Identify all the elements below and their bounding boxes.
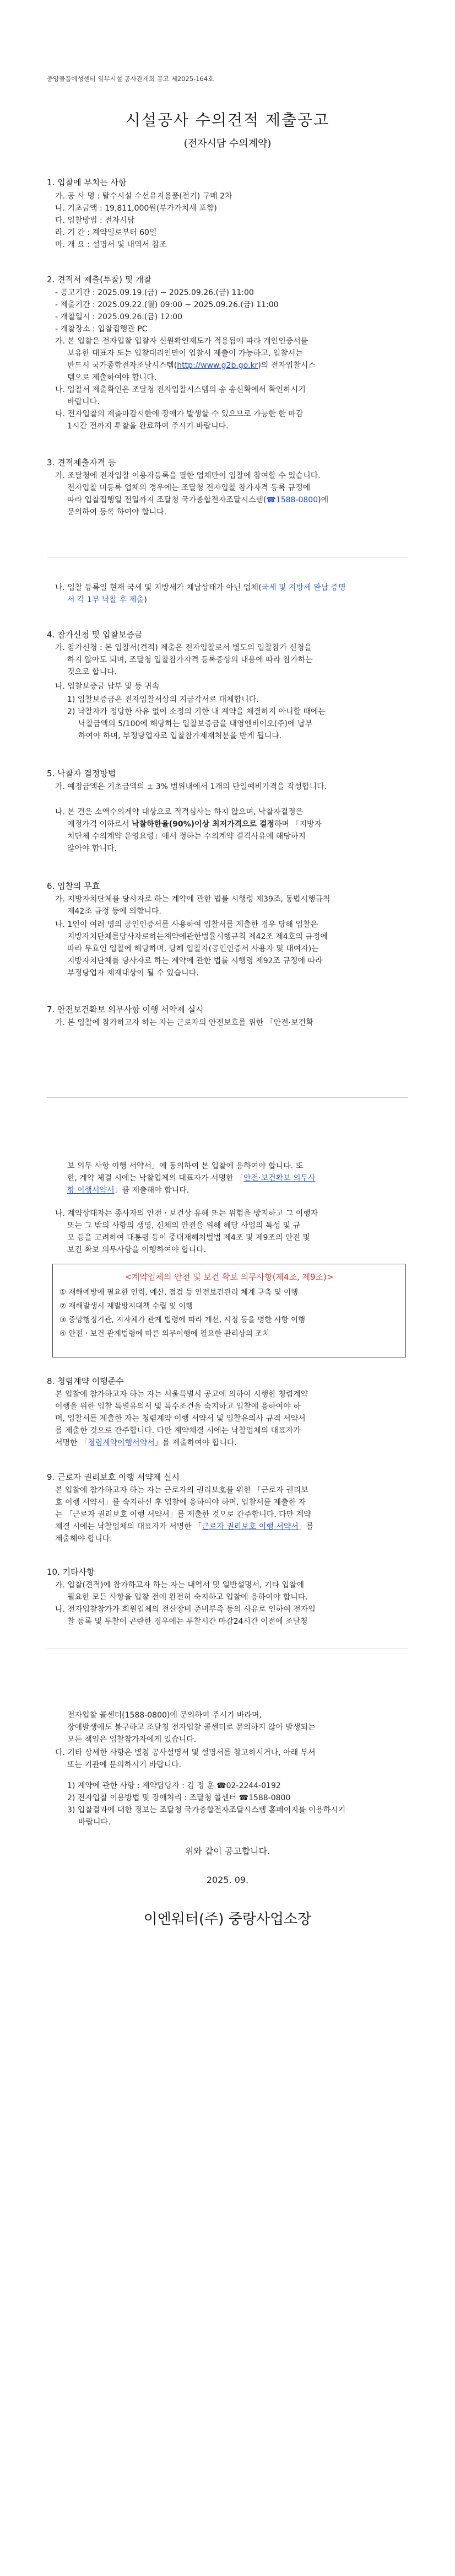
- paragraph-line: 또는 기관에 문의하시기 바랍니다.: [67, 1761, 182, 1769]
- safety-pledge-link-cont[interactable]: 항 이행서약서: [67, 1186, 115, 1195]
- paragraph-line: 가. 예정금액은 기초금액의 ± 3% 범위내에서 1개의 단일예비가격을 작성합니다.: [55, 782, 327, 791]
- paragraph-line: 따라 무효인 입찰에 해당하며, 당해 입찰자(공인인증서 사용자 및 대여자)는: [67, 944, 319, 953]
- paragraph-line: 치단체 수의계약 운영요령」에서 정하는 수의계약 결격사유에 해당하지: [67, 832, 306, 841]
- section-1-item: 마. 개 요 : 설명서 및 내역서 참조: [55, 240, 167, 249]
- section-10-heading: 10. 기타사항: [47, 1567, 95, 1577]
- paragraph-line: 예정가격 이하로서 낙찰하한율(90%)이상 최저가격으로 결정하며 「지방자: [67, 820, 322, 829]
- paragraph-line: 나. 전자입찰참가가 회원업체의 전산장비 준비부족 등의 사유로 인하여 전자입: [55, 1605, 316, 1614]
- call-center-phone: ☎1588-0800: [266, 496, 318, 505]
- paragraph-line: 지방자치단체를당사자로하는계약에관한법률시행규칙 제42조 제4호의 규정에: [67, 932, 328, 941]
- paragraph-line: 않아야 합니다.: [67, 844, 117, 853]
- paragraph-line: 이행을 위한 입찰 특별유의서 및 특수조건을 숙지하고 입찰에 응하여야 하: [55, 1402, 301, 1411]
- section-8-heading: 8. 청렴계약 이행준수: [47, 1376, 124, 1386]
- page-divider: [47, 1097, 408, 1098]
- document-number: 중앙물품에성센터 일부시설 공사관계회 공고 제2025-164호: [47, 75, 214, 83]
- paragraph-line: 가. 입찰(견적)에 참가하고자 하는 자는 내역서 및 일반설명서, 기타 입찰에: [55, 1581, 305, 1590]
- page-title: 시설공사 수의견적 제출공고: [125, 111, 330, 129]
- section-3-heading: 3. 견적제출자격 등: [47, 458, 116, 468]
- paragraph-line: 나. 1인이 여러 명의 공인인증서를 사용하여 입찰서를 제출한 경우 당해 입찰은: [55, 920, 318, 929]
- schedule-item: - 개찰장소 : 입찰집행관 PC: [55, 325, 148, 334]
- paragraph-line: 다. 전자입찰의 제출마감시한에 장애가 발생할 수 있으므로 가능한 한 마감: [55, 410, 304, 418]
- page-subtitle: (전자시담 수의계약): [183, 138, 272, 149]
- paragraph-line: 는 「근로자 권리보호 이행 서약서」를 제출한 것으로 간주합니다. 다만 계약: [55, 1510, 311, 1519]
- paragraph-line: 나. 입찰 등록일 현재 국세 및 지방세가 체납상태가 아닌 업체(국세 및 지방세 완납 증명: [55, 583, 346, 592]
- section-4-heading: 4. 참가신청 및 입찰보증금: [47, 630, 143, 640]
- paragraph-line: 한, 계약 체결 시에는 낙찰업체의 대표자가 서명한 「안전·보건확보 의무사: [67, 1174, 316, 1183]
- tax-certificate-note: 국세 및 지방세 완납 증명: [261, 583, 346, 592]
- closing-statement: 위와 같이 공고합니다.: [185, 1846, 270, 1856]
- schedule-item: - 제출기간 : 2025.09.22.(월) 09:00 ~ 2025.09.26.(금) 11:00: [55, 300, 279, 309]
- paragraph-line: 따라 입찰집행일 전일까지 조달청 국가종합전자조달시스템(☎1588-0800)에: [67, 496, 329, 505]
- box-item: ③ 중앙행정기관, 지자체가 관계 법령에 따라 개선, 시정 등을 명한 사항 이행: [59, 1316, 306, 1324]
- section-1-item: 가. 공 사 명 : 탈수시설 수선유지용품(전기) 구매 2차: [55, 192, 232, 201]
- paragraph-line: 모든 책임은 입찰참가자에게 있습니다.: [67, 1735, 197, 1744]
- paragraph-line: 바랍니다.: [67, 398, 100, 406]
- paragraph-line: 또는 그 밖의 사항의 생명, 신체의 안전을 위해 해당 사업의 특성 및 규: [67, 1221, 300, 1230]
- paragraph-line: 호 이행 서약서」를 숙지하신 후 입찰에 응하여야 하며, 입찰서를 제출한 자: [55, 1498, 306, 1507]
- paragraph-line: 하지 않아도 되며, 조달청 입찰참가자격 등록증상의 내용에 따라 참가하는: [67, 656, 313, 664]
- paragraph-line: 1) 입찰보증금은 전자입찰서상의 지급각서로 대체합니다.: [67, 695, 259, 704]
- box-item: ④ 안전ㆍ보건 관계법령에 따른 의무이행에 필요한 관리상의 조치: [59, 1329, 270, 1338]
- paragraph-line: 제출해야 합니다.: [55, 1534, 112, 1543]
- section-1-heading: 1. 입찰에 부치는 사항: [47, 178, 127, 187]
- award-criteria: 낙찰하한율(90%)이상 최저가격으로 결정: [132, 820, 275, 829]
- paragraph-line: 2) 낙찰자가 정당한 사유 없이 소정의 기한 내 계약을 체결하지 아니할 때에는: [67, 707, 326, 716]
- paragraph-line: 며, 입찰서를 제출한 자는 청렴계약 이행 서약서 및 입찰유의사 규격 서약서: [55, 1414, 306, 1423]
- section-1-item: 라. 기 간 : 계약일로부터 60일: [55, 228, 157, 237]
- issuer-signature: 이엔워터(주) 중랑사업소장: [143, 1911, 312, 1928]
- paragraph-line: 체결 시에는 낙찰업체의 대표자가 서명한 「근로자 권리보호 이행 서약서」를: [55, 1522, 314, 1531]
- paragraph-line: 서명한 「청렴계약이행서약서」를 제출하여야 합니다.: [55, 1439, 237, 1447]
- paragraph-line: 보 의무 사항 이행 서약서」에 동의하여 본 입찰에 응하여야 합니다. 또: [67, 1162, 304, 1171]
- paragraph-line: 문의하여 등록 하여야 합니다.: [67, 508, 167, 517]
- paragraph-line: 보유한 대표자 또는 입찰대리인만이 입찰서 제출이 가능하고, 입찰서는: [67, 349, 303, 358]
- paragraph-line: 필요한 모든 사항을 입찰 전에 완전히 숙지하고 입찰에 응하여야 합니다.: [67, 1593, 308, 1602]
- paragraph-line: 전자입찰 콜센터(1588-0800)에 문의하여 주시기 바라며,: [67, 1711, 262, 1720]
- paragraph-line: 가. 본 입찰에 참가하고자 하는 자는 근로자의 안전보호를 위한 「안전·보건확: [55, 1018, 313, 1027]
- paragraph-line: 나. 본 건은 소액수의계약 대상으로 적격심사는 하지 않으며, 낙찰자결정은: [55, 808, 304, 817]
- announcement-date: 2025. 09.: [206, 1875, 249, 1885]
- paragraph-line: 지방자치단체를 당사자로 하는 계약에 관한 법률 시행령 제92조 규정에 따라: [67, 957, 323, 965]
- paragraph-line: 모 등을 고려하여 대통령 등이 중대재해처벌법 제4조 및 제9조의 안전 및: [67, 1233, 310, 1242]
- paragraph-line: 나. 입찰서 제출확인은 조달청 전자입찰시스템의 송 송신확에서 확인하시기: [55, 385, 306, 394]
- contact-item: 1) 계약에 관한 사항 : 계약담당자 : 김 정 훈 ☎02-2244-0192: [67, 1781, 281, 1790]
- integrity-pledge-link[interactable]: 청렴계약이행서약서: [88, 1439, 155, 1447]
- paragraph-line: 가. 조달청에 전자입찰 이용자등록을 필한 업체만이 입찰에 참여할 수 있습니다.: [55, 471, 321, 480]
- safety-pledge-link[interactable]: 안전·보건확보 의무사: [243, 1174, 316, 1183]
- paragraph-line: 템으로 제출하여야 합니다.: [67, 373, 157, 382]
- paragraph-line: 반드시 국가종합전자조달시스템(http://www.g2b.go.kr)의 전자입찰시스: [67, 361, 316, 370]
- g2b-link[interactable]: http://www.g2b.go.kr: [177, 361, 258, 370]
- contact-item: 3) 입찰결과에 대한 정보는 조달청 국가종합전자조달시스템 홈페이지를 이용하시기: [67, 1806, 346, 1815]
- contact-item: 바랍니다.: [78, 1818, 111, 1827]
- section-5-heading: 5. 낙찰자 결정방법: [47, 769, 116, 779]
- section-2-heading: 2. 견적서 제출(투찰) 및 개찰: [47, 275, 151, 285]
- paragraph-line: 보건 확보 의무사항을 이행하여야 합니다.: [67, 1246, 207, 1254]
- worker-rights-pledge-link[interactable]: 근로자 권리보호 이행 서약서: [202, 1522, 299, 1531]
- safety-obligations-box: [52, 1264, 406, 1357]
- paragraph-line: 다. 기타 상세한 사항은 별첨 공사설명서 및 설명서를 참고하시거나, 아래 부서: [55, 1748, 316, 1757]
- paragraph-line: 본 입찰에 참가하고자 하는 자는 서울특별시 공고에 의하여 시행한 청렴계약: [55, 1390, 308, 1399]
- paragraph-line: 것으로 합니다.: [67, 668, 117, 677]
- contact-item: 2) 전자입찰 이용방법 및 장애처리 : 조달청 콜센터 ☎1588-0800: [67, 1794, 291, 1802]
- paragraph-line: 항 이행서약서」를 제출해야 합니다.: [67, 1186, 189, 1195]
- paragraph-line: 낙찰금액의 5/100에 해당하는 입찰보증금을 대영엔비이오(주)에 납부: [78, 720, 313, 728]
- section-6-heading: 6. 입찰의 무효: [47, 881, 100, 891]
- section-9-heading: 9. 근로자 권리보호 이행 서약제 실시: [47, 1472, 180, 1482]
- paragraph-line: 가. 지방자치단체를 당사자로 하는 계약에 관한 법률 시행령 제39조, 동법시행규칙: [55, 895, 331, 904]
- schedule-item: - 공고기간 : 2025.09.19.(금) ~ 2025.09.26.(금) 11:00: [55, 288, 254, 297]
- paragraph-line: 제42조 규정 등에 의합니다.: [67, 907, 161, 916]
- section-1-item: 나. 기초금액 : 19,811,000원(부가가치세 포함): [55, 204, 217, 213]
- paragraph-line: 를 제출한 것으로 간주합니다. 다만 계약체결 시에는 낙찰업체의 대표자가: [55, 1426, 301, 1435]
- box-title: <계약업체의 안전 및 보건 확보 의무사항(제4조, 제9조)>: [124, 1272, 334, 1282]
- paragraph-line: 전자입찰 미등록 업체의 경우에는 조달청 전자입찰 참가자격 등록 규정에: [67, 484, 311, 492]
- paragraph-line: 부정당업자 제재대상이 될 수 있습니다.: [67, 969, 199, 978]
- paragraph-line: 장애발생에도 불구하고 조달청 전자입찰 콜센터로 문의하지 않아 발생되는: [67, 1723, 316, 1732]
- paragraph-line: 나. 계약상대자는 종사자의 안전ㆍ보건상 유해 또는 위험을 방지하고 그 이행자: [55, 1209, 318, 1218]
- paragraph-line: 서 각 1부 낙찰 후 제출): [67, 595, 147, 604]
- paragraph-line: 가. 참가신청 : 본 입찰서(견적) 제출은 전자입찰로서 별도의 입찰참가 신청을: [55, 643, 312, 652]
- section-7-heading: 7. 안전보건확보 의무사항 이행 서약제 실시: [47, 1005, 204, 1015]
- box-item: ② 재해발생시 재발방지대책 수립 및 이행: [59, 1302, 193, 1311]
- paragraph-line: 본 입찰에 참가하고자 하는 자는 근로자의 권리보호를 위한 「근로자 권리보: [55, 1486, 308, 1495]
- box-item: ① 재해예방에 필요한 인력, 예산, 점검 등 안전보건관리 체계 구축 및 이행: [59, 1288, 299, 1297]
- paragraph-line: 하여야 하며, 부정당업자로 입찰참가제재처분을 받게 됩니다.: [78, 732, 282, 740]
- section-1-item: 다. 입찰방법 : 전자시담: [55, 216, 135, 225]
- paragraph-line: 찰 등록 및 투찰이 곤란한 경우에는 투찰시간 마감24시간 이전에 조달청: [67, 1617, 308, 1626]
- paragraph-line: 나. 입찰보증금 납부 및 등 귀속: [55, 682, 159, 691]
- paragraph-line: 1시간 전까지 투찰을 완료하여 주시기 바랍니다.: [67, 422, 229, 431]
- paragraph-line: 가. 본 입찰은 전자입찰 입찰자 신원확인제도가 적용됨에 따라 개인인증서를: [55, 337, 308, 346]
- schedule-item: - 개찰일시 : 2025.09.26.(금) 12:00: [55, 313, 183, 321]
